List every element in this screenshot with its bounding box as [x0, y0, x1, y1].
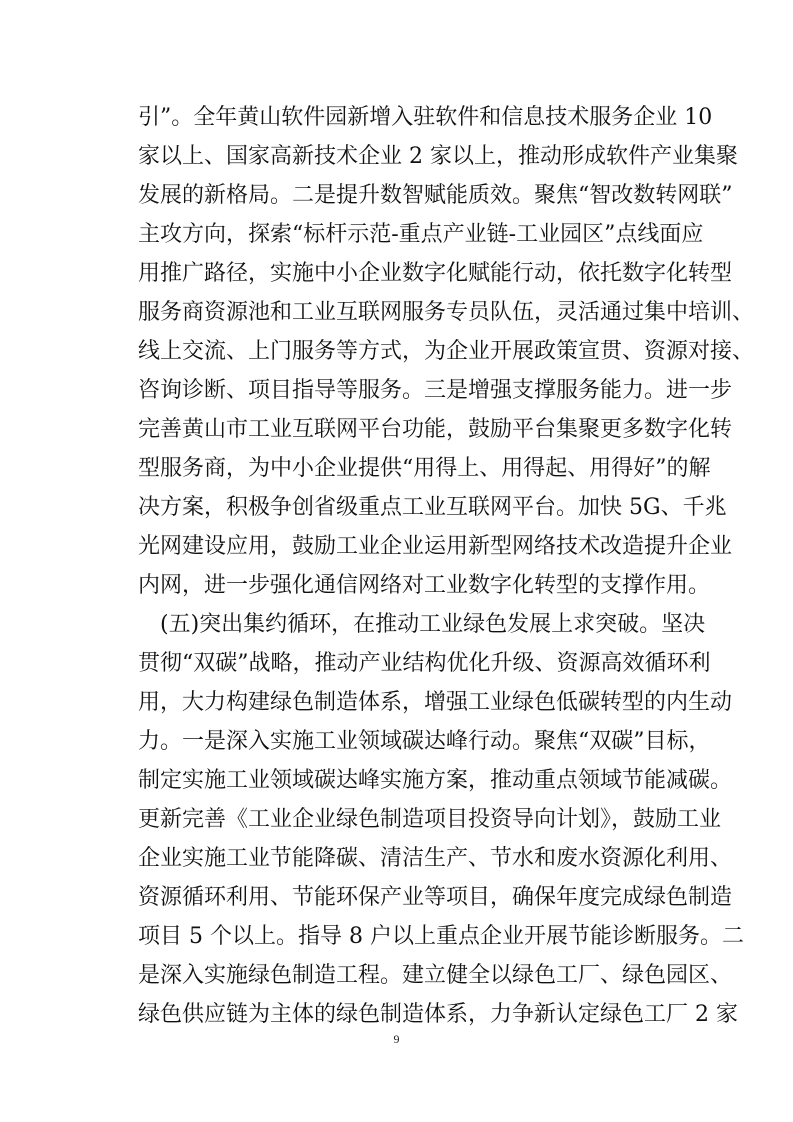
page-number: 9: [393, 1032, 400, 1046]
body-text-line: 制定实施工业领域碳达峰实施方案，推动重点领域节能减碳。: [138, 768, 733, 793]
body-text-line: 完善黄山市工业互联网平台功能，鼓励平台集聚更多数字化转: [138, 417, 733, 442]
body-text-line: 资源循环利用、节能环保产业等项目，确保年度完成绿色制造: [138, 885, 733, 910]
body-text-line: 引”。全年黄山软件园新增入驻软件和信息技术服务企业 10: [138, 105, 713, 130]
body-text-line: 服务商资源池和工业互联网服务专员队伍，灵活通过集中培训、: [138, 300, 755, 325]
body-text-line: 项目 5 个以上。指导 8 户以上重点企业开展节能诊断服务。二: [138, 924, 744, 949]
body-text-line: 绿色供应链为主体的绿色制造体系，力争新认定绿色工厂 2 家: [138, 1002, 738, 1027]
body-text-line: 用，大力构建绿色制造体系，增强工业绿色低碳转型的内生动: [138, 690, 733, 715]
body-text-line: 贯彻“双碳”战略，推动产业结构优化升级、资源高效循环利: [138, 651, 711, 676]
section-heading-line: (五)突出集约循环，在推动工业绿色发展上求突破。坚决: [160, 612, 706, 637]
body-text-line: 更新完善《工业企业绿色制造项目投资导向计划》，鼓励工业: [138, 807, 722, 832]
body-text-line: 是深入实施绿色制造工程。建立健全以绿色工厂、绿色园区、: [138, 963, 733, 988]
body-text-line: 发展的新格局。二是提升数智赋能质效。聚焦“智改数转网联”: [138, 183, 733, 208]
body-text-line: 企业实施工业节能降碳、清洁生产、节水和废水资源化利用、: [138, 846, 733, 871]
body-text-line: 光网建设应用，鼓励工业企业运用新型网络技术改造提升企业: [138, 534, 733, 559]
body-text-line: 家以上、国家高新技术企业 2 家以上，推动形成软件产业集聚: [138, 144, 738, 169]
body-text-line: 咨询诊断、项目指导等服务。三是增强支撑服务能力。进一步: [138, 378, 733, 403]
body-text-line: 主攻方向，探索“标杆示范-重点产业链-工业园区”点线面应: [138, 222, 704, 247]
body-text-line: 用推广路径，实施中小企业数字化赋能行动，依托数字化转型: [138, 261, 733, 286]
body-text-line: 决方案，积极争创省级重点工业互联网平台。加快 5G、千兆: [138, 495, 727, 520]
body-text-line: 线上交流、上门服务等方式，为企业开展政策宣贯、资源对接、: [138, 339, 755, 364]
body-text-line: 内网，进一步强化通信网络对工业数字化转型的支撑作用。: [138, 573, 711, 598]
body-text-line: 型服务商，为中小企业提供“用得上、用得起、用得好”的解: [138, 456, 711, 481]
body-text-line: 力。一是深入实施工业领域碳达峰行动。聚焦“双碳”目标，: [138, 729, 711, 754]
